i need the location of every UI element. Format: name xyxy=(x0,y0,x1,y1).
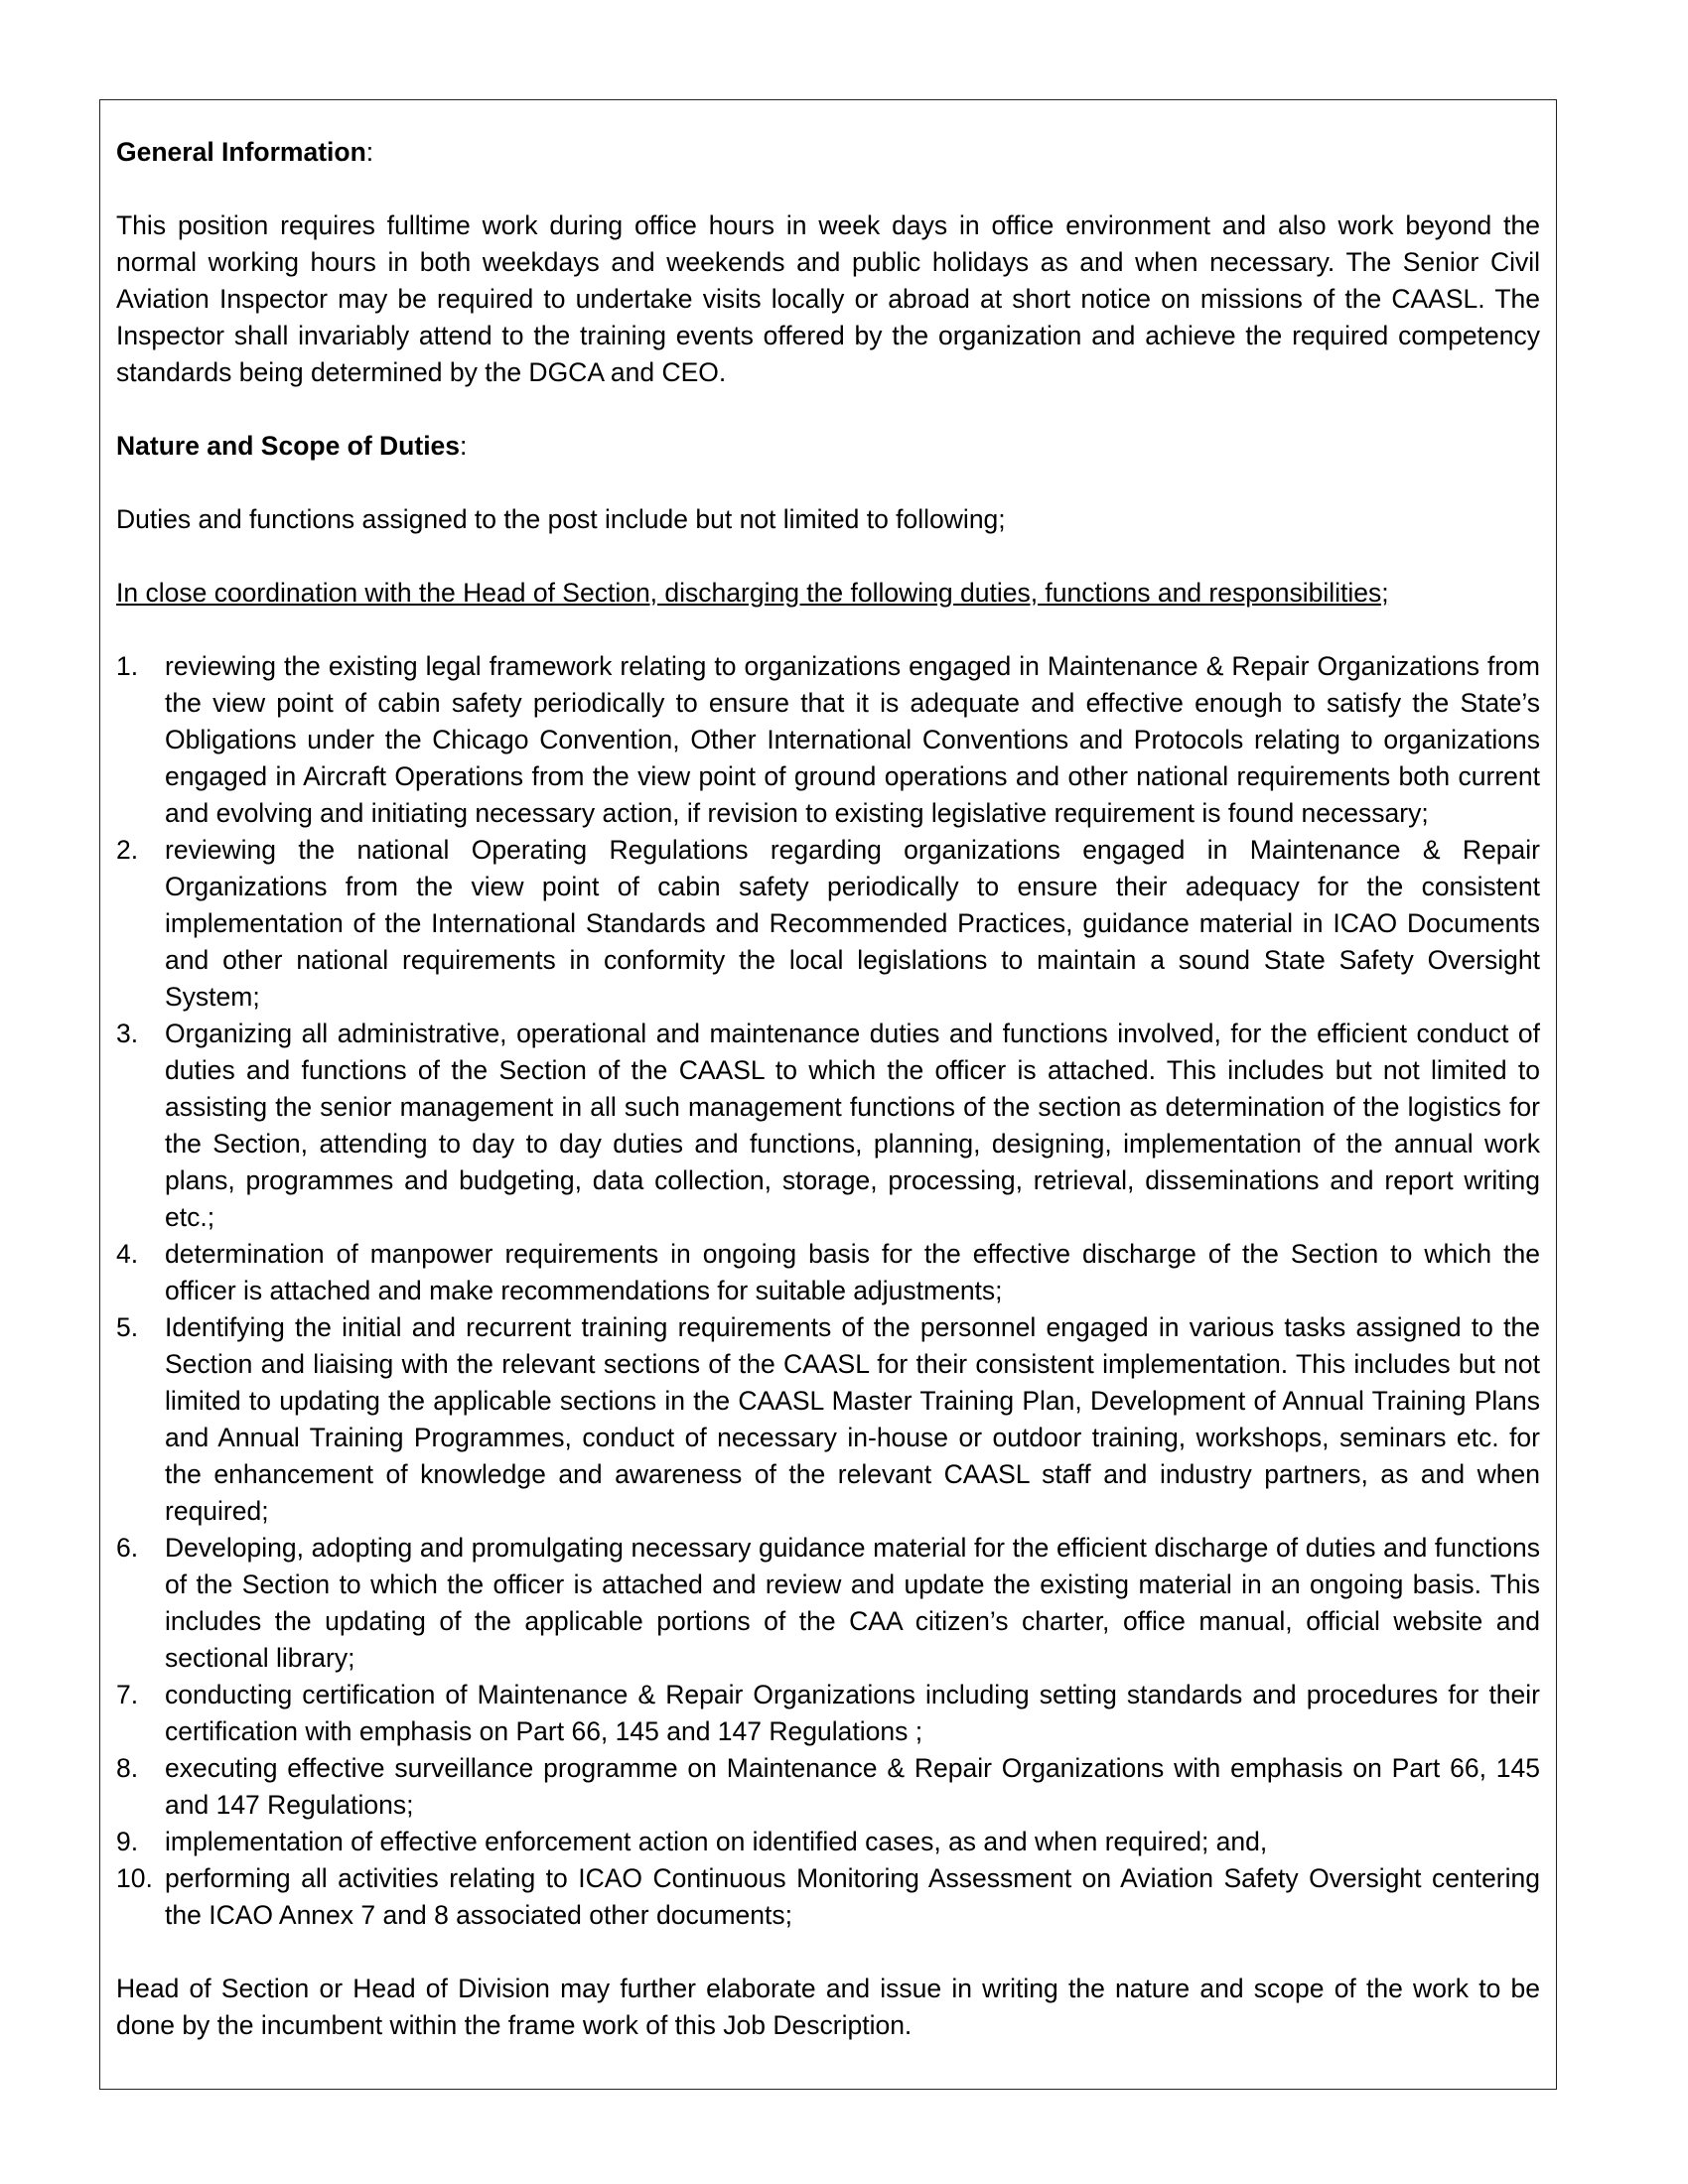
heading-colon: : xyxy=(365,137,374,167)
duty-number: 10. xyxy=(116,1863,153,1893)
heading-colon: : xyxy=(460,431,468,461)
duty-item xyxy=(116,1860,1540,1934)
duty-number: 3. xyxy=(116,1019,139,1048)
duty-text: determination of manpower requirements in ongoing basis for the effective discharge of the Section to which the officer is attached and make recommendations for suitable adjustments; xyxy=(165,1239,1540,1305)
duties-list xyxy=(116,648,1540,1934)
coordination-statement: In close coordination with the Head of Section, discharging the following duties, functions and responsibilities; xyxy=(116,578,1389,608)
duty-text: reviewing the national Operating Regulations regarding organizations engaged in Maintenance & Repair Organizations from the view point of cabin safety periodically to ensure their adequacy for the consistent implementation of the International Standards and Recommended Practices, guidance material in ICAO Documents and other national requirements in conformity the local legislations to maintain a sound State Safety Oversight System; xyxy=(165,835,1540,1012)
duty-item xyxy=(116,1677,1540,1750)
duty-number: 4. xyxy=(116,1239,139,1269)
duty-text: executing effective surveillance programme on Maintenance & Repair Organizations with emphasis on Part 66, 145 and 147 Regulations; xyxy=(165,1753,1540,1820)
duty-item xyxy=(116,1016,1540,1236)
heading-text: Nature and Scope of Duties xyxy=(116,431,461,461)
duty-item xyxy=(116,1309,1540,1530)
duty-text: reviewing the existing legal framework relating to organizations engaged in Maintenance & Repair Organizations from the view point of cabin safety periodically to ensure that it is adequate and effective enough to satisfy the State’s Obligations under the Chicago Convention, Other International Conventions and Protocols relating to organizations engaged in Aircraft Operations from the view point of ground operations and other national requirements both current and evolving and initiating necessary action, if revision to existing legislative requirement is found necessary; xyxy=(165,651,1540,828)
duty-number: 9. xyxy=(116,1827,139,1856)
duty-item xyxy=(116,832,1540,1016)
duty-text: conducting certification of Maintenance & Repair Organizations including setting standards and procedures for their certification with emphasis on Part 66, 145 and 147 Regulations ; xyxy=(165,1680,1540,1746)
duty-text: implementation of effective enforcement action on identified cases, as and when required; and, xyxy=(165,1827,1268,1856)
nature-scope-heading xyxy=(116,428,1540,465)
duties-intro: Duties and functions assigned to the post include but not limited to following; xyxy=(116,504,1006,534)
duty-text: Identifying the initial and recurrent training requirements of the personnel engaged in various tasks assigned to the Section and liaising with the relevant sections of the CAASL for their consistent implementation. This includes but not limited to updating the applicable sections in the CAASL Master Training Plan, Development of Annual Training Plans and Annual Training Programmes, conduct of necessary in-house or outdoor training, workshops, seminars etc. for the enhancement of knowledge and awareness of the relevant CAASL staff and industry partners, as and when required; xyxy=(165,1312,1540,1526)
duty-item xyxy=(116,1236,1540,1309)
duty-number: 8. xyxy=(116,1753,139,1783)
duty-text: performing all activities relating to ICAO Continuous Monitoring Assessment on Aviation Safety Oversight centering the ICAO Annex 7 and 8 associated other documents; xyxy=(165,1863,1540,1930)
general-information-heading xyxy=(116,134,1540,171)
closing-statement: Head of Section or Head of Division may further elaborate and issue in writing the nature and scope of the work to be done by the incumbent within the frame work of this Job Description. xyxy=(116,1974,1540,2040)
duty-number: 6. xyxy=(116,1533,139,1563)
job-description-box xyxy=(99,99,1557,2090)
duty-item xyxy=(116,648,1540,832)
duty-number: 2. xyxy=(116,835,139,865)
duty-text: Developing, adopting and promulgating necessary guidance material for the efficient discharge of duties and functions of the Section to which the officer is attached and review and update the existing material in an ongoing basis. This includes the updating of the applicable portions of the CAA citizen’s charter, office manual, official website and sectional library; xyxy=(165,1533,1540,1673)
duty-item xyxy=(116,1530,1540,1677)
duty-number: 5. xyxy=(116,1312,139,1342)
duty-item xyxy=(116,1824,1540,1860)
heading-text: General Information xyxy=(116,137,366,167)
duty-number: 7. xyxy=(116,1680,139,1709)
duty-text: Organizing all administrative, operational and maintenance duties and functions involved, for the efficient conduct of duties and functions of the Section of the CAASL to which the officer is attached. This includes but not limited to assisting the senior management in all such management functions of the section as determination of the logistics for the Section, attending to day to day duties and functions, planning, designing, implementation of the annual work plans, programmes and budgeting, data collection, storage, processing, retrieval, disseminations and report writing etc.; xyxy=(165,1019,1540,1232)
general-information-body: This position requires fulltime work during office hours in week days in office environment and also work beyond the normal working hours in both weekdays and weekends and public holidays as and when necessary. The Senior Civil Aviation Inspector may be required to undertake visits locally or abroad at short notice on missions of the CAASL. The Inspector shall invariably attend to the training events offered by the organization and achieve the required competency standards being determined by the DGCA and CEO. xyxy=(116,210,1540,387)
duty-item xyxy=(116,1750,1540,1824)
duty-number: 1. xyxy=(116,651,139,681)
